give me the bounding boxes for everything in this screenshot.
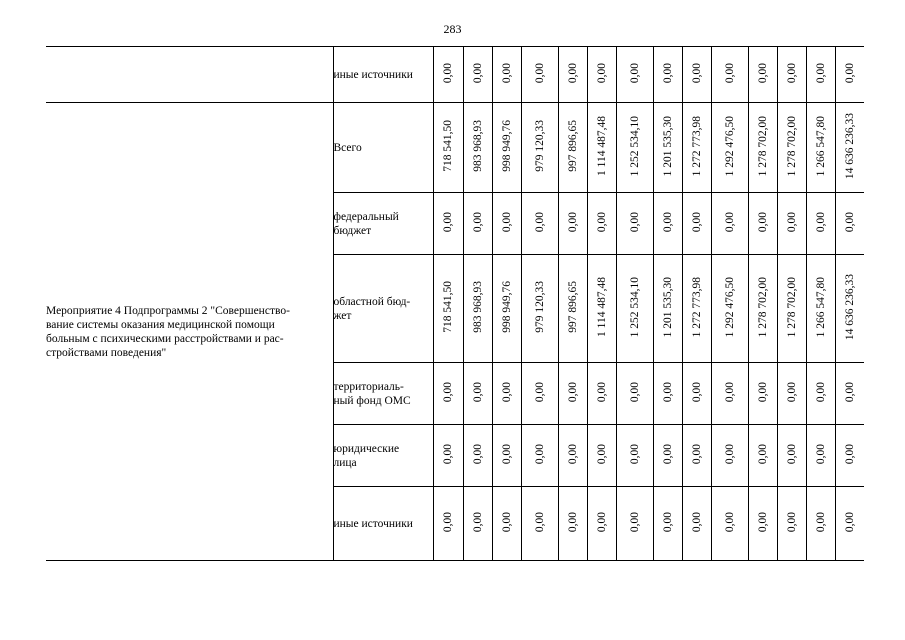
value-text: 0,00 [442, 211, 454, 233]
funding-source-label: юридические [333, 442, 400, 455]
value-text: 0,00 [500, 62, 513, 84]
value-cell [806, 363, 835, 425]
value-text: 0,00 [442, 381, 454, 403]
value-text: 14 636 236,33 [843, 112, 856, 180]
value-text: 0,00 [566, 443, 579, 465]
funding-source-label: лица [333, 456, 357, 469]
value-text: 0,00 [756, 511, 769, 533]
value-cell [777, 47, 806, 103]
value-text: 0,00 [533, 443, 546, 465]
value-cell [558, 255, 587, 363]
value-text: 0,00 [595, 211, 608, 233]
value-text: 997 896,65 [566, 120, 579, 172]
value-cell [521, 487, 558, 561]
funding-source-label: жет [333, 309, 352, 322]
value-text: 0,00 [814, 62, 827, 84]
value-cell [711, 255, 748, 363]
value-cell [463, 193, 492, 255]
funding-source-cell [333, 425, 433, 487]
value-text: 0,00 [500, 381, 513, 403]
value-text: 998 949,76 [500, 120, 513, 172]
funding-source-label: иные источники [333, 68, 413, 81]
funding-source-label: территориаль- [333, 380, 404, 393]
value-text: 718 541,50 [442, 120, 454, 172]
value-cell [748, 487, 777, 561]
value-text: 0,00 [785, 443, 798, 465]
value-text: 0,00 [500, 443, 513, 465]
value-text: 0,00 [785, 211, 798, 233]
value-cell [682, 103, 711, 193]
value-cell [492, 487, 521, 561]
value-text: 0,00 [723, 211, 736, 233]
value-cell [682, 425, 711, 487]
value-cell [587, 103, 616, 193]
value-cell [433, 255, 463, 363]
value-text: 0,00 [471, 211, 484, 233]
value-cell [521, 255, 558, 363]
budget-table [46, 46, 864, 561]
measure-title-line: вание системы оказания медицинской помощи [46, 318, 275, 331]
value-text: 0,00 [814, 381, 827, 403]
value-cell [711, 425, 748, 487]
value-cell [433, 47, 463, 103]
funding-source-label: областной бюд- [333, 295, 411, 308]
value-text: 0,00 [500, 211, 513, 233]
value-cell [748, 47, 777, 103]
value-cell [806, 255, 835, 363]
value-cell [806, 47, 835, 103]
value-text: 0,00 [843, 381, 856, 403]
value-cell [777, 103, 806, 193]
value-text: 1 292 476,50 [723, 276, 736, 338]
value-cell [433, 363, 463, 425]
value-cell [653, 487, 682, 561]
value-text: 997 896,65 [566, 281, 579, 333]
value-cell [835, 487, 864, 561]
value-cell [433, 193, 463, 255]
value-cell [463, 103, 492, 193]
funding-source-label: бюджет [333, 224, 372, 237]
value-cell [748, 425, 777, 487]
funding-source-cell [333, 487, 433, 561]
value-text: 0,00 [566, 381, 579, 403]
value-text: 0,00 [595, 62, 608, 84]
value-cell [616, 193, 653, 255]
value-text: 0,00 [500, 511, 513, 533]
value-text: 1 292 476,50 [723, 115, 736, 177]
funding-source-cell [333, 47, 433, 103]
value-cell [653, 363, 682, 425]
value-cell [711, 193, 748, 255]
value-text: 1 278 702,00 [785, 276, 798, 338]
value-text: 0,00 [595, 511, 608, 533]
value-text: 1 252 534,10 [628, 276, 641, 338]
value-cell [492, 363, 521, 425]
value-cell [682, 193, 711, 255]
measure-title-line: стройствами поведения" [46, 346, 167, 359]
value-cell [835, 47, 864, 103]
value-cell [777, 487, 806, 561]
value-cell [711, 103, 748, 193]
value-cell [616, 487, 653, 561]
value-cell [492, 103, 521, 193]
value-text: 0,00 [814, 211, 827, 233]
value-text: 0,00 [595, 443, 608, 465]
value-text: 0,00 [814, 443, 827, 465]
value-text: 979 120,33 [533, 120, 546, 172]
value-text: 1 252 534,10 [628, 115, 641, 177]
value-cell [616, 363, 653, 425]
funding-source-label: ный фонд ОМС [333, 394, 411, 407]
value-cell [616, 255, 653, 363]
value-cell [463, 487, 492, 561]
value-cell [433, 425, 463, 487]
value-cell [521, 425, 558, 487]
value-text: 0,00 [756, 443, 769, 465]
value-cell [558, 193, 587, 255]
value-cell [463, 47, 492, 103]
value-text: 0,00 [690, 443, 703, 465]
value-text: 0,00 [661, 511, 674, 533]
value-text: 0,00 [661, 443, 674, 465]
value-cell [806, 193, 835, 255]
value-cell [587, 47, 616, 103]
value-cell [711, 363, 748, 425]
value-text: 0,00 [843, 443, 856, 465]
value-text: 0,00 [595, 381, 608, 403]
value-text: 0,00 [533, 62, 546, 84]
value-text: 0,00 [723, 443, 736, 465]
value-text: 1 266 547,80 [814, 276, 827, 338]
value-cell [492, 425, 521, 487]
value-cell [433, 487, 463, 561]
value-text: 0,00 [566, 511, 579, 533]
value-text: 0,00 [690, 511, 703, 533]
value-text: 1 278 702,00 [756, 276, 769, 338]
value-text: 1 278 702,00 [785, 115, 798, 177]
value-cell [835, 363, 864, 425]
value-text: 0,00 [628, 443, 641, 465]
table-row [46, 47, 864, 103]
value-text: 1 266 547,80 [814, 115, 827, 177]
value-text: 0,00 [843, 511, 856, 533]
value-cell [558, 47, 587, 103]
value-text: 0,00 [566, 211, 579, 233]
value-text: 0,00 [690, 62, 703, 84]
value-text: 0,00 [471, 381, 484, 403]
value-cell [587, 255, 616, 363]
value-text: 0,00 [628, 211, 641, 233]
value-text: 0,00 [723, 381, 736, 403]
value-text: 0,00 [785, 62, 798, 84]
value-text: 0,00 [566, 62, 579, 84]
value-text: 0,00 [756, 62, 769, 84]
value-cell [616, 425, 653, 487]
value-cell [521, 193, 558, 255]
value-text: 0,00 [723, 62, 736, 84]
value-text: 0,00 [690, 381, 703, 403]
value-cell [521, 103, 558, 193]
value-cell [558, 103, 587, 193]
value-text: 718 541,50 [442, 281, 454, 333]
value-text: 0,00 [628, 381, 641, 403]
value-cell [806, 487, 835, 561]
value-cell [748, 103, 777, 193]
value-cell [835, 193, 864, 255]
value-text: 998 949,76 [500, 281, 513, 333]
measure-title-cell [46, 103, 333, 561]
value-text: 0,00 [661, 62, 674, 84]
value-cell [835, 103, 864, 193]
value-cell [653, 425, 682, 487]
value-cell [463, 255, 492, 363]
value-text: 0,00 [471, 62, 484, 84]
value-text: 1 272 773,98 [690, 276, 703, 338]
funding-source-label: федеральный [333, 210, 399, 223]
value-cell [521, 47, 558, 103]
value-cell [777, 193, 806, 255]
value-cell [777, 425, 806, 487]
value-cell [587, 193, 616, 255]
value-cell [463, 363, 492, 425]
value-text: 0,00 [442, 62, 454, 84]
value-text: 0,00 [756, 381, 769, 403]
value-text: 0,00 [442, 443, 454, 465]
value-text: 0,00 [785, 381, 798, 403]
value-cell [616, 47, 653, 103]
value-text: 14 636 236,33 [843, 273, 856, 341]
value-text: 0,00 [533, 511, 546, 533]
value-text: 1 272 773,98 [690, 115, 703, 177]
value-cell [492, 255, 521, 363]
funding-source-cell [333, 363, 433, 425]
value-cell [806, 103, 835, 193]
value-text: 1 114 487,48 [595, 116, 608, 176]
value-cell [777, 363, 806, 425]
value-text: 1 278 702,00 [756, 115, 769, 177]
measure-cell-empty [46, 47, 333, 103]
value-cell [492, 193, 521, 255]
value-cell [433, 103, 463, 193]
table-row [46, 103, 864, 193]
funding-source-cell [333, 193, 433, 255]
value-text: 0,00 [533, 381, 546, 403]
value-text: 983 968,93 [471, 120, 484, 172]
value-cell [777, 255, 806, 363]
value-text: 0,00 [814, 511, 827, 533]
value-cell [682, 255, 711, 363]
page-number: 283 [443, 22, 462, 36]
value-text: 1 201 535,30 [661, 115, 674, 177]
value-cell [711, 47, 748, 103]
value-cell [711, 487, 748, 561]
value-cell [653, 255, 682, 363]
value-text: 0,00 [785, 511, 798, 533]
value-text: 0,00 [690, 211, 703, 233]
value-text: 0,00 [471, 511, 484, 533]
value-text: 0,00 [843, 62, 856, 84]
value-cell [558, 363, 587, 425]
funding-source-cell [333, 255, 433, 363]
value-cell [835, 425, 864, 487]
value-cell [653, 47, 682, 103]
value-cell [492, 47, 521, 103]
value-cell [653, 193, 682, 255]
value-text: 0,00 [628, 62, 641, 84]
value-cell [748, 255, 777, 363]
value-cell [463, 425, 492, 487]
value-text: 0,00 [661, 211, 674, 233]
value-cell [587, 363, 616, 425]
value-text: 0,00 [756, 211, 769, 233]
value-cell [682, 363, 711, 425]
funding-source-cell [333, 103, 433, 193]
value-text: 0,00 [628, 511, 641, 533]
value-cell [587, 425, 616, 487]
measure-title-line: Мероприятие 4 Подпрограммы 2 "Совершенство- [46, 304, 290, 317]
value-cell [806, 425, 835, 487]
value-cell [748, 363, 777, 425]
value-cell [558, 425, 587, 487]
value-cell [682, 47, 711, 103]
value-text: 0,00 [723, 511, 736, 533]
value-cell [587, 487, 616, 561]
funding-source-label: иные источники [333, 517, 413, 530]
measure-title-line: больным с психическими расстройствами и рас- [46, 332, 284, 345]
funding-source-label: Всего [333, 141, 362, 154]
value-cell [616, 103, 653, 193]
value-text: 983 968,93 [471, 281, 484, 333]
value-cell [835, 255, 864, 363]
value-cell [682, 487, 711, 561]
value-cell [653, 103, 682, 193]
value-cell [748, 193, 777, 255]
value-text: 0,00 [471, 443, 484, 465]
value-cell [521, 363, 558, 425]
value-text: 1 114 487,48 [595, 277, 608, 337]
value-text: 0,00 [533, 211, 546, 233]
value-text: 1 201 535,30 [661, 276, 674, 338]
value-text: 0,00 [442, 511, 454, 533]
value-text: 979 120,33 [533, 281, 546, 333]
value-cell [558, 487, 587, 561]
value-text: 0,00 [661, 381, 674, 403]
value-text: 0,00 [843, 211, 856, 233]
